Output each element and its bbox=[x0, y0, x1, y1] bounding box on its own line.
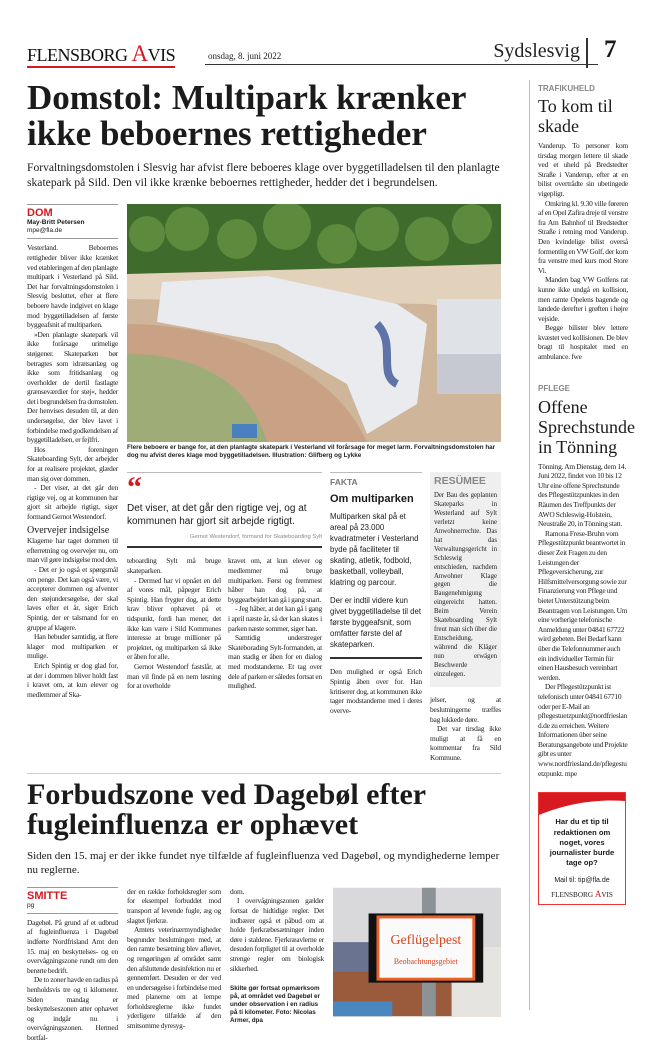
body-text bbox=[27, 536, 118, 699]
paragraph: dom. bbox=[230, 886, 245, 896]
body-text bbox=[330, 667, 422, 715]
body-text bbox=[430, 695, 501, 762]
article2-kicker: SMITTE bbox=[27, 889, 68, 902]
body-text bbox=[27, 243, 118, 521]
author-name: May-Britt Petersen bbox=[27, 219, 85, 227]
main-content bbox=[27, 80, 501, 1042]
tip-email-link[interactable]: Mail til: tip@fla.de bbox=[554, 876, 610, 884]
quote-and-columns bbox=[127, 472, 322, 690]
paragraph: - Dermed har vi opnået en del af vores mål, påpeger Erich Spintig. Han frygter dog, at dette krav bliver ophævet på et tidspunkt, fordi han mener, det ikke kan være i Sild Kommunes interesse at bruge millioner på projektet, og multiparken så ikke er åben for alle. bbox=[127, 575, 221, 662]
paragraph: Der Pflegestützpunkt ist telefonisch unter 04841 67710 oder per E-Mail an pflegestuetzpunkt@nordfriesland.de zu erreichen. Weitere Informationen über seine Beratungsangebote und Projekte gibt es unter www.nordfriesland.de/pflegestuetzpunkt. mpe bbox=[538, 682, 628, 778]
section-name: Sydslesvig bbox=[493, 40, 580, 62]
paragraph: teboarding Sylt må bruge skateparken. bbox=[127, 556, 221, 575]
paragraph: Manden bag VW Golfens rat kunne ikke undgå en kollision, men ramte Opelens bagende og landede derefter i grøften i højre vejside. bbox=[538, 275, 628, 323]
article1-photo-caption: Flere beboere er bange for, at den planlagte skatepark i Vesterland vil forårsage for meget larm. Forvaltningsdomstolen har dog nu afvist deres klage mod byggetilladelsen. Illustration: Glifberg og Lykke bbox=[127, 444, 496, 460]
paragraph: Erich Spintig er dog glad for, at der i dommen bliver holdt fast i kravet om, at kun elever og medlemmer af Ska- bbox=[27, 660, 118, 699]
tip-logo: FLENSBORG AVIS bbox=[551, 888, 613, 899]
paragraph: - Det er jo også et spørgsmål om penge. Det kan også være, vi accepterer dommen og afventer den støjundersøgelse, der skal laves efter et år, siger Erich Spintig, der er talsmand for en gruppe af klagere. bbox=[27, 564, 118, 632]
pull-quote bbox=[127, 472, 322, 548]
rule bbox=[27, 238, 118, 239]
article2-headline: Forbudszone ved Dagebøl efter fugleinfluenza er ophævet bbox=[27, 777, 426, 842]
paragraph: Omkring kl. 9.30 ville føreren af en Opel Zafira dreje til venstre fra Am Bahnhof til Bredstedter Straße i retning mod Vanderup. Den kvindelige bilist overså formentlig en VW Golf, der kom fra venstre med kurs mod Store Vi. bbox=[538, 198, 628, 275]
article1-right bbox=[127, 204, 501, 762]
sign-subtitle: Beobachtungsgebiet bbox=[393, 956, 458, 966]
body-text bbox=[228, 556, 322, 690]
column-divider bbox=[529, 80, 530, 1010]
article1-cols-2-3 bbox=[127, 556, 322, 690]
paragraph: Den mulighed er også Erich Spintig åben over for. Han kritiserer dog, at kommunen ikke tager modstanderne med i deres overve- bbox=[330, 667, 422, 715]
article1-lower bbox=[127, 472, 501, 762]
brief-title: To kom til skade bbox=[538, 96, 613, 136]
paragraph: Vesterland. Beboernes rettigheder bliver ikke krænket ved etableringen af den planlagte multipark i Vesterland på Sild. Det har forvaltningsdomstolen i Slesvig besluttet, efter at flere beboere havde indgivet en klage mod byggetilladelsen af første byggeafsnit af multiparken. bbox=[27, 243, 118, 330]
paragraph: Gernot Westendorf fastslår, at man vil finde på en nem løsning for at overholde bbox=[127, 661, 221, 691]
paragraph: Hos foreningen Skateboarding Sylt, der arbejder for at realisere projektet, glæder man sig over dommen. bbox=[27, 444, 118, 483]
article1-kicker: DOM bbox=[27, 207, 53, 220]
author-name: pg bbox=[27, 901, 35, 909]
paragraph: I overvågningszonen gælder fortsat de hidtidige regler. Det indbærer også et påbud om at holde fjerkræbesætninger inden døre i staldene. Fjerkræavlerne er desuden forpligtet til at overholde strenge regler om biologisk sikkerhed. bbox=[230, 896, 324, 973]
paragraph: - Det viser, at det går den rigtige vej, og at kommunen har gjort sit arbejde rigtigt, siger formand Gernot Westendorf. bbox=[27, 483, 118, 521]
body-text bbox=[127, 887, 221, 1031]
article2-photo-caption: Skilte gør fortsat opmærksom på, at området ved Dagebøl er under observation i en radius på ti kilometer. Foto: Nicolas Armer, dpa bbox=[230, 985, 320, 1025]
bird-flu-sign-photo bbox=[333, 887, 501, 1017]
paragraph: »Den planlagte skatepark vil ikke forårsage urimelige støjgener. Skateparken bør betragtes som idrætsanlæg og ikke som fritidsanlæg og overholder de dertil fastlagte grænseværdier for støj«, hedder det i begrundelsen fra domstolen. Der henvises desuden til, at den undersøgelse, der blev lavet i forbindelse med godkendelsen af byggetilladelsen, er fejlfri. bbox=[27, 329, 118, 445]
paragraph: Det var tirsdag ikke muligt at få en kommentar fra Sild Kommune. bbox=[430, 724, 501, 762]
paragraph: Ramona Frese-Bruhn vom Pflegestützpunkt beantwortet in dieser Zeit Fragen zu den Leistungen der Pflegeversicherung, zur Hilfsmittelversorgung sowie zur Finanzierung von Pflege und bietet Unterstützung beim Beantragen von Leistungen. Um eine vorherige telefonische Anmeldung unter 04841 67722 wird gebeten. Bei Bedarf kann über die Telefonnummer auch ein individueller Termin für einen Hausbesuch vereinbart werden. bbox=[538, 528, 628, 682]
fakta-text: Der er indtil videre kun givet byggetilladelse til det første byggeafsnit, som omfatter første del af skateparken. bbox=[330, 596, 422, 650]
subheading: Overvejer indsigelse bbox=[27, 524, 110, 536]
brief-title: Offene Sprechstunde in Tönning bbox=[538, 396, 635, 457]
body-text bbox=[27, 918, 118, 1042]
quote-source: Gernot Westendorf, formand for Skateboarding Sylt bbox=[189, 534, 322, 541]
article1-deck: Forvaltningsdomstolen i Slesvig har afvist flere beboeres klage over byggetilladelsen til den planlagte skatepark på Sild. Den vil ikke krænke beboernes rettigheder, hedder det i begrundelsen. bbox=[27, 161, 500, 189]
rule bbox=[27, 913, 118, 914]
paragraph: Klagerne har taget dommen til efterretning og overvejer nu, om man vil gøre indsigelse mod den. bbox=[27, 536, 118, 565]
fakta-label: FAKTA bbox=[330, 477, 358, 488]
issue-date: onsdag, 8. juni 2022 bbox=[208, 51, 282, 61]
paragraph: Dagebøl. På grund af et udbrud af fugleinfluenza i Dagebøl indførte Nordfrisland Amt den 15. maj en beskyttelses- og en overvågningszone rundt om den berørte bedrift. bbox=[27, 917, 118, 975]
paragraph: De to zoner havde en radius på henholdsvis tre og ti kilometer. Siden mandag er beskyttelseszonen atter ophævet og indgår nu i overvågningszonen. Hermed bortfal- bbox=[27, 975, 118, 1042]
paragraph: Han bebuder samtidig, at flere klager mod multiparken er mulige. bbox=[27, 632, 118, 661]
quote-mark-icon: “ bbox=[127, 471, 142, 505]
paragraph: jelser, og at beslutningerne træffes bag lukkede døre. bbox=[430, 695, 501, 724]
brief-kicker: TRAFIKUHELD bbox=[538, 84, 595, 93]
brief-kicker: PFLEGE bbox=[538, 383, 571, 393]
resume-text: Der Bau des geplanten Skateparks in Westerland auf Sylt verletzt keine Anwohnerrechte. Das hat das Verwaltungsgericht in Schleswig entschieden, nachdem Anwohner Klage gegen die Baugenehmigung eingereicht hatten. Beim Verein Skateboarding Sylt freut man sich über die Entscheidung, während die Kläger nun erwägen Beschwerde einzulegen. bbox=[434, 492, 497, 678]
paragraph: Amtets veterinærmyndigheder begrunder beslutningen med, at den ramte besætning blev afløvet, og rengøringen af området samt den afsluttende desinfektion nu er gennemført. Desuden er der ved en undersøgelse i forbindelse med med planerne om at lempe forholdsreglerne ikke fundet yderligere tilfælde af den smitsomme dyresyg- bbox=[127, 925, 221, 1031]
fakta-title: Om multiparken bbox=[330, 493, 414, 506]
paragraph: Begge bilister blev lettere kvæstet ved kollisionen. De blev bragt til hospitalet med en ambulance. fwe bbox=[538, 323, 628, 362]
fakta-box bbox=[330, 472, 422, 659]
sign-title: Geflügelpest bbox=[390, 931, 462, 947]
masthead-logo: FLENSBORG AVIS bbox=[27, 41, 176, 66]
article-divider bbox=[27, 773, 501, 774]
masthead-rule bbox=[205, 64, 598, 65]
resume-label: RESÜMEE bbox=[434, 475, 486, 488]
article2-col3 bbox=[230, 887, 324, 1025]
masthead-divider bbox=[586, 38, 588, 68]
rule bbox=[27, 887, 118, 888]
author-email[interactable]: mpe@fla.de bbox=[27, 227, 63, 235]
sidebar bbox=[538, 84, 635, 905]
fakta-column bbox=[330, 472, 422, 715]
tip-question: Har du et tip til redaktionen om noget, vores journalister burde tage op? bbox=[549, 817, 615, 868]
paragraph: - Jeg håber, at det kan gå i gang i april næste år, så der kan skates i parken næste sommer, siger han. bbox=[228, 604, 322, 633]
skatepark-illustration bbox=[127, 204, 501, 442]
paragraph: kravet om, at kun elever og medlemmer må bruge multiparken. Først og fremmest håber han dog på, at byggearbejdet kan gå i gang snart. bbox=[228, 556, 322, 604]
article1-body bbox=[27, 204, 501, 762]
paragraph: Samtidig understreger Skateborading Sylt-formanden, at man stadig er åben for en dialog med modstanderne. Et tag over dele af parken er således fortsat en mulighed. bbox=[228, 633, 322, 691]
brief-pflege bbox=[538, 383, 635, 779]
paragraph: Vanderup. To personer kom tirsdag morgen lettere til skade ved et uheld på Bredstedter Straße i Vanderup, efter at en bilist overtrådte sin ubetingede vigepligt. bbox=[538, 141, 628, 198]
quote-text: Det viser, at det går den rigtige vej, og at kommunen har gjort sit arbejde rigtigt. bbox=[127, 503, 307, 528]
body-text bbox=[127, 556, 221, 690]
article1-col1 bbox=[27, 204, 118, 699]
fakta-text: Multiparken skal på et areal på 23.000 kvadratmeter i Vesterland byde på faciliteter til skating, atletik, fodbold, basketball, volleyball, klatring og parcour. bbox=[330, 512, 419, 588]
brief-trafikuheld bbox=[538, 84, 628, 362]
resume-box bbox=[430, 472, 501, 687]
article2-deck: Siden den 15. maj er der ikke fundet nye tilfælde af fugleinfluenza ved Dagebøl, og myndighederne lemper nu reglerne. bbox=[27, 849, 500, 876]
rule bbox=[27, 204, 118, 205]
article1-headline: Domstol: Multipark krænker ikke beboernes rettigheder bbox=[27, 78, 466, 153]
body-text bbox=[230, 887, 324, 973]
resume-column bbox=[430, 472, 501, 762]
page-number: 7 bbox=[604, 36, 617, 63]
paragraph: Tönning. Am Dienstag, dem 14. Juni 2022, findet von 10 bis 12 Uhr eine offene Sprechstunde des Pflegestützpunktes in den Räumen des Treffpunkts der AWO Schleswig-Holstein, Neustraße 20, in Tönning statt. bbox=[538, 461, 627, 529]
paragraph: der en række forholdsregler som for eksempel forbuddet mod transport af levende fugle, æg og slagtet fjerkræ. bbox=[127, 886, 221, 925]
body-text bbox=[538, 141, 628, 362]
body-text bbox=[538, 462, 628, 779]
tip-box bbox=[538, 792, 626, 904]
